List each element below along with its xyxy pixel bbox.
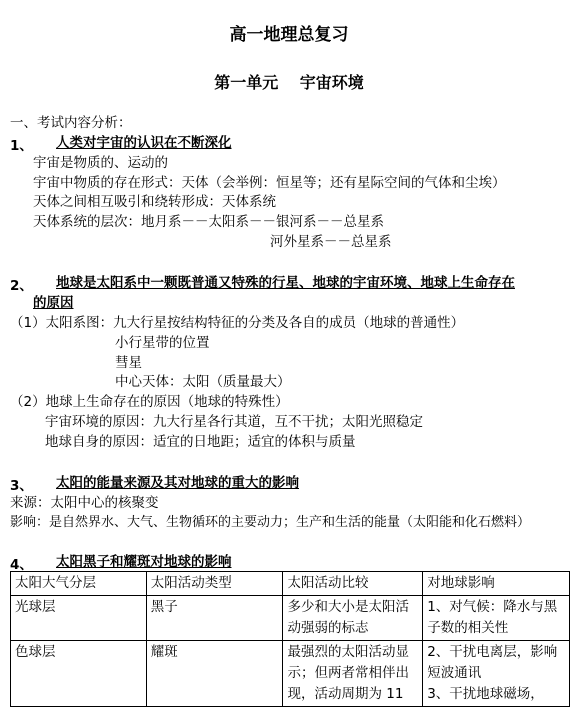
table-cell: [423, 641, 570, 707]
item-3-number: 3、: [10, 478, 33, 494]
item-2-line: 彗星: [115, 355, 142, 371]
item-2-line: （2）地球上生命存在的原因（地球的特殊性）: [10, 394, 289, 410]
item-1-line: 宇宙是物质的、运动的: [33, 155, 168, 171]
item-1-line: 河外星系－－总星系: [270, 234, 392, 250]
column-header: 对地球影响: [423, 572, 570, 596]
item-1-line: 宇宙中物质的存在形式：天体（会举例：恒星等；还有星际空间的气体和尘埃）: [33, 175, 506, 191]
table-row: [11, 596, 570, 641]
item-2-heading-cont: 的原因: [33, 295, 74, 311]
column-header: 太阳活动比较: [283, 572, 423, 596]
table-cell: 色球层: [11, 641, 147, 707]
table-row: [11, 641, 570, 707]
table-cell: 1、对气候：降水与黑子数的相关性: [423, 596, 570, 641]
item-2-line: 中心天体：太阳（质量最大）: [115, 374, 291, 390]
item-2-line: 小行星带的位置: [115, 335, 210, 351]
table-cell: 多少和大小是太阳活动强弱的标志: [283, 596, 423, 641]
column-header: 太阳大气分层: [11, 572, 147, 596]
item-1-line: 天体系统的层次：地月系－－太阳系－－银河系－－总星系: [33, 214, 384, 230]
effect-item: 2、干扰电离层，影响短波通讯: [427, 644, 558, 681]
item-3-line: 影响：是自然界水、大气、生物循环的主要动力；生产和生活的能量（太阳能和化石燃料）: [10, 515, 531, 530]
item-2-heading: 地球是太阳系中一颗既普通又特殊的行星、地球的宇宙环境、地球上生命存在: [56, 275, 515, 291]
item-4-number: 4、: [10, 557, 33, 573]
section-heading: 一、考试内容分析：: [10, 115, 132, 131]
table-cell: 黑子: [146, 596, 283, 641]
item-2-line: 地球自身的原因：适宜的日地距；适宜的体积与质量: [45, 434, 356, 450]
table-cell: 耀斑: [146, 641, 283, 707]
table-cell: 光球层: [11, 596, 147, 641]
table-cell: 最强烈的太阳活动显示；但两者常相伴出现，活动周期为 11: [283, 641, 423, 707]
solar-activity-table: [10, 571, 570, 707]
item-1-heading: 人类对宇宙的认识在不断深化: [56, 135, 232, 151]
item-2-line: （1）太阳系图：九大行星按结构特征的分类及各自的成员（地球的普通性）: [10, 315, 465, 331]
table-header-row: [11, 572, 570, 596]
item-4-heading: 太阳黑子和耀斑对地球的影响: [56, 554, 232, 570]
item-3-line: 来源：太阳中心的核聚变: [10, 495, 159, 511]
item-1-line: 天体之间相互吸引和绕转形成：天体系统: [33, 194, 276, 210]
item-3-heading: 太阳的能量来源及其对地球的重大的影响: [56, 475, 299, 491]
effect-item: 3、干扰地球磁场，: [427, 686, 544, 702]
unit-title: 第一单元 宇宙环境: [214, 73, 364, 92]
item-2-number: 2、: [10, 278, 33, 294]
item-1-number: 1、: [10, 138, 33, 154]
item-2-line: 宇宙环境的原因：九大行星各行其道，互不干扰；太阳光照稳定: [45, 414, 423, 430]
column-header: 太阳活动类型: [146, 572, 283, 596]
page-title: 高一地理总复习: [229, 25, 349, 45]
